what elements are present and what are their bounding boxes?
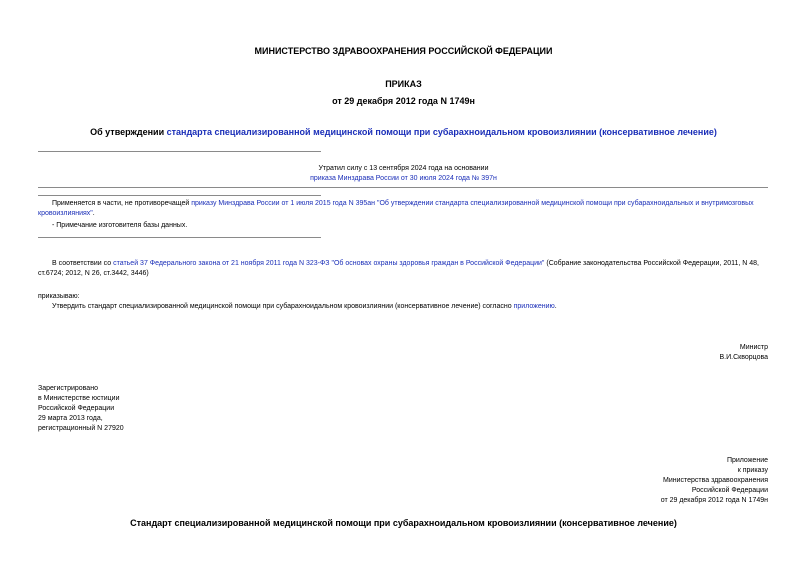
basis-law-link[interactable]: статьей 37 Федерального закона от 21 ноября 2011 года N 323-ФЗ "Об основах охраны здоровья граждан в Российской Федерации"	[113, 260, 545, 267]
basis-suffix: (Собрание законодательства Российской Федерации, 2011, N 48, ст.6724; 2012, N 26, ст.3442, 3446)	[38, 260, 760, 277]
registration-line: 29 марта 2013 года,	[38, 415, 103, 422]
signature-position: Министр	[739, 344, 768, 351]
divider	[38, 187, 768, 188]
status-line: Утратил силу с 13 сентября 2024 года на основании	[318, 165, 489, 172]
approve-prefix: Утвердить стандарт специализированной медицинской помощи при субарахноидальном кровоизлиянии (консервативное лечение) согласно	[52, 303, 514, 310]
status-block	[200, 164, 607, 184]
doc-title-link[interactable]: стандарта специализированной медицинской помощи при субарахноидальном кровоизлиянии (консервативное лечение)	[166, 127, 717, 137]
registration-block	[38, 384, 124, 434]
note-paragraph	[38, 199, 768, 219]
ministry-heading: МИНИСТЕРСТВО ЗДРАВООХРАНЕНИЯ РОССИЙСКОЙ ФЕДЕРАЦИИ	[254, 46, 553, 56]
registration-line: Зарегистрировано	[38, 385, 98, 392]
note-prefix: Применяется в части, не противоречащей	[52, 200, 192, 207]
appendix-link[interactable]: приложению	[513, 303, 555, 310]
note-source: - Примечание изготовителя базы данных.	[52, 222, 188, 229]
basis-prefix: В соответствии со	[52, 260, 114, 267]
basis-paragraph	[38, 259, 768, 279]
signature-name: В.И.Скворцова	[719, 354, 768, 361]
doc-date-number: от 29 декабря 2012 года N 1749н	[332, 96, 475, 106]
doc-title	[0, 127, 807, 138]
appendix-line: от 29 декабря 2012 года N 1749н	[660, 497, 768, 504]
approve-suffix: .	[554, 303, 557, 310]
appendix-line: к приказу	[737, 467, 768, 474]
divider	[38, 151, 321, 152]
registration-line: регистрационный N 27920	[38, 425, 124, 432]
doc-title-prefix: Об утверждении	[90, 127, 167, 137]
divider	[38, 237, 321, 238]
appendix-line: Министерства здравоохранения	[663, 477, 768, 484]
note-link[interactable]: приказу Минздрава России от 1 июля 2015 года N 395ан "Об утверждении стандарта специализированной медицинской помощи при субарахноидальных и внутримозговых кровоизлияниях"	[38, 200, 754, 217]
registration-line: в Министерстве юстиции	[38, 395, 120, 402]
registration-line: Российской Федерации	[38, 405, 115, 412]
doc-type-heading: ПРИКАЗ	[385, 79, 422, 89]
approve-paragraph	[38, 302, 768, 312]
note-suffix: .	[92, 210, 95, 217]
standard-title: Стандарт специализированной медицинской помощи при субарахноидальном кровоизлиянии (консервативное лечение)	[130, 518, 677, 528]
status-repeal-link[interactable]: приказа Минздрава России от 30 июля 2024 года № 397н	[310, 175, 497, 182]
divider	[38, 195, 321, 196]
order-word: приказываю:	[38, 293, 80, 300]
appendix-line: Приложение	[726, 457, 768, 464]
signature-block	[720, 343, 769, 363]
appendix-line: Российской Федерации	[691, 487, 768, 494]
appendix-block	[661, 456, 768, 506]
